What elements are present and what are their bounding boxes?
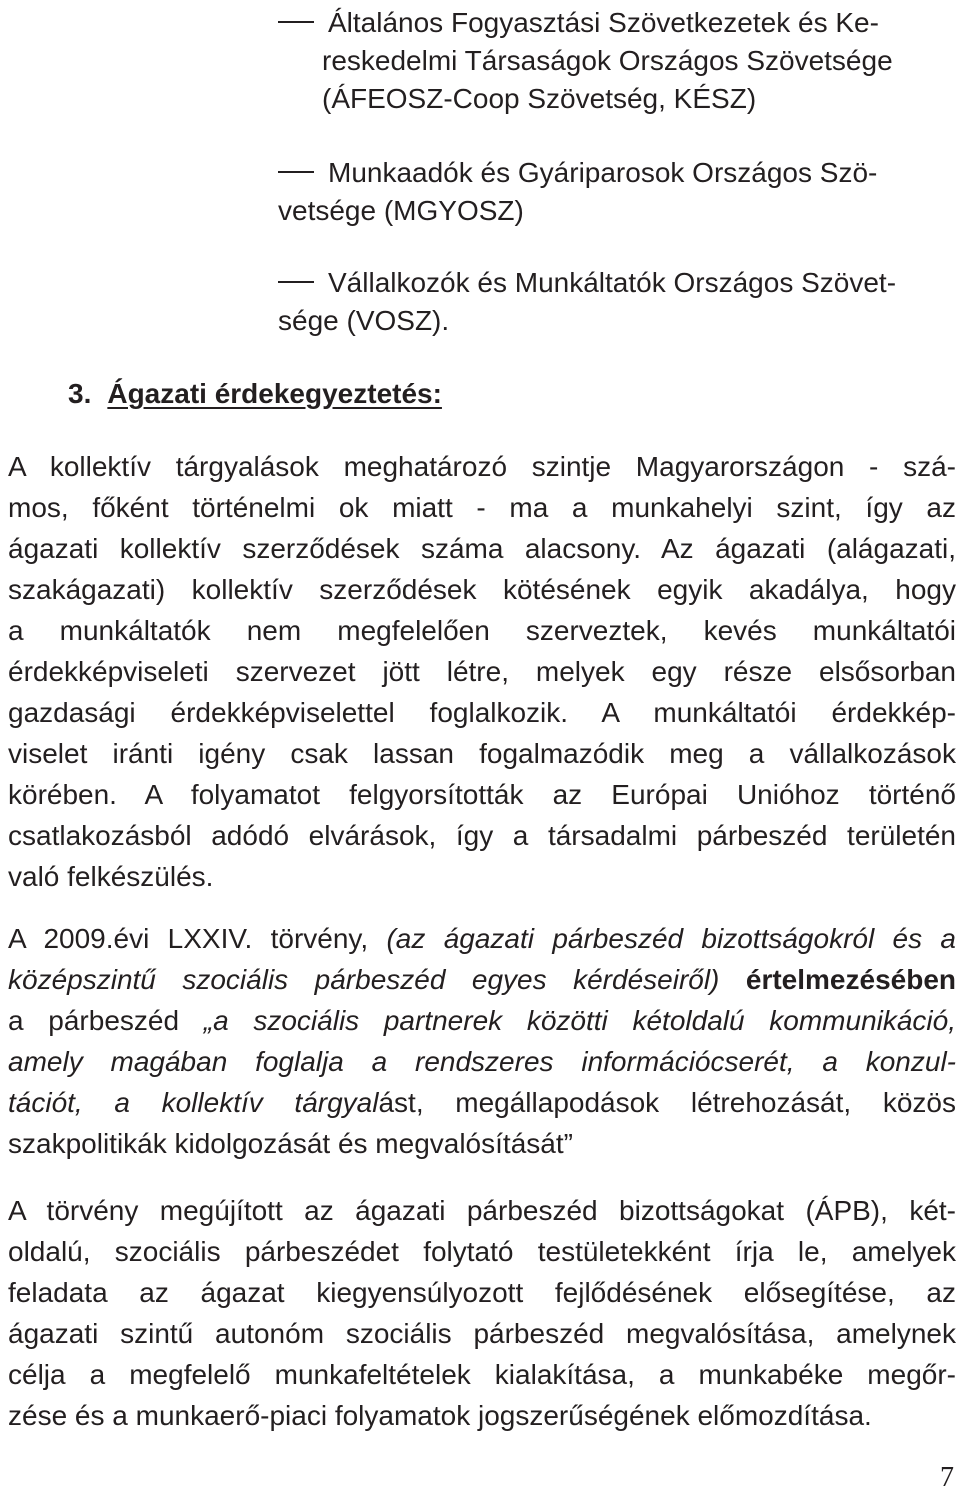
paragraph-line: A törvény megújított az ágazati párbeszéd bizottságokat (ÁPB), két- [8, 1195, 956, 1226]
paragraph-collective-bargaining [8, 446, 956, 897]
paragraph-line: A kollektív tárgyalások meghatározó szintje Magyarországon - szá- [8, 451, 956, 482]
paragraph-line: feladata az ágazat kiegyensúlyozott fejlődésének elősegítése, az [8, 1277, 956, 1308]
paragraph-line: viselet iránti igény csak lassan fogalmazódik meg a vállalkozások [8, 738, 956, 769]
law-title-italic: (az ágazati párbeszéd bizottságokról és a [386, 923, 957, 954]
list-item [278, 4, 954, 118]
section-title: Ágazati érdekegyeztetés: [107, 378, 442, 409]
definition-quote: „a szociális partnerek közötti kétoldalú kommunikáció, [203, 1005, 957, 1036]
paragraph-line: a párbeszéd „a szociális partnerek közötti kétoldalú kommunikáció, [8, 1005, 957, 1036]
section-number: 3. [68, 378, 92, 409]
paragraph-line: amely magában foglalja a rendszeres információcserét, a konzul- [8, 1046, 956, 1077]
paragraph-line [8, 959, 956, 1000]
paragraph-line: való felkészülés. [8, 861, 214, 892]
definition-quote: tációt, a kollektív tárgyal [8, 1087, 379, 1118]
paragraph-line: oldalú, szociális párbeszédet folytató testületekként írja le, amelyek [8, 1236, 956, 1267]
dash-bullet [278, 281, 314, 283]
paragraph-line: körében. A folyamatot felgyorsították az Európai Unióhoz történő [8, 779, 956, 810]
paragraph-line: célja a megfelelő munkafeltételek kialakítása, a munkabéke megőr- [8, 1359, 956, 1390]
list-item-line: sége (VOSZ). [278, 305, 450, 336]
paragraph-apb [8, 1190, 956, 1436]
paragraph-line: érdekképviseleti szervezet jött létre, melyek egy része elsősorban [8, 656, 956, 687]
list-item-line: reskedelmi Társaságok Országos Szövetsége [322, 45, 893, 76]
paragraph-line: ágazati szintű autonóm szociális párbeszéd megvalósítása, amelynek [8, 1318, 956, 1349]
dash-bullet [278, 171, 314, 173]
list-item-line: Általános Fogyasztási Szövetkezetek és Ke- [328, 7, 879, 38]
list-item-line: (ÁFEOSZ-Coop Szövetség, KÉSZ) [322, 83, 757, 114]
section-heading [68, 374, 442, 414]
paragraph-line [8, 918, 956, 959]
paragraph-line: a munkáltatók nem megfelelően szerveztek, kevés munkáltatói [8, 615, 956, 646]
list-item-line: vetsége (MGYOSZ) [278, 195, 524, 226]
paragraph-line: szakpolitikák kidolgozását és megvalósítását” [8, 1128, 573, 1159]
paragraph-line: ágazati kollektív szerződések száma alacsony. Az ágazati (alágazati, [8, 533, 956, 564]
dash-bullet [278, 21, 314, 23]
list-item-line: Munkaadók és Gyáriparosok Országos Szö- [328, 157, 878, 188]
paragraph-line: gazdasági érdekképviselettel foglalkozik. A munkáltatói érdekkép- [8, 697, 956, 728]
page-number: 7 [940, 1462, 954, 1493]
paragraph-line: mos, főként történelmi ok miatt - ma a munkahelyi szint, így az [8, 492, 956, 523]
paragraph-line: szakágazati) kollektív szerződések kötésének egyik akadálya, hogy [8, 574, 956, 605]
paragraph-line: zése és a munkaerő-piaci folyamatok jogszerűségének előmozdítása. [8, 1400, 872, 1431]
bold-term: értelmezésében [745, 964, 956, 995]
paragraph-line: tációt, a kollektív tárgyalást, megállapodások létrehozását, közös [8, 1087, 956, 1118]
list-item [278, 264, 954, 340]
list-item-line: Vállalkozók és Munkáltatók Országos Szövet- [328, 267, 897, 298]
paragraph-law-definition [8, 918, 956, 1164]
list-item [278, 154, 954, 230]
paragraph-line: csatlakozásból adódó elvárások, így a társadalmi párbeszéd területén [8, 820, 956, 851]
law-reference: A 2009.évi LXXIV. törvény, [8, 923, 387, 954]
law-title-italic: középszintű szociális párbeszéd egyes kérdéseiről) [8, 964, 720, 995]
